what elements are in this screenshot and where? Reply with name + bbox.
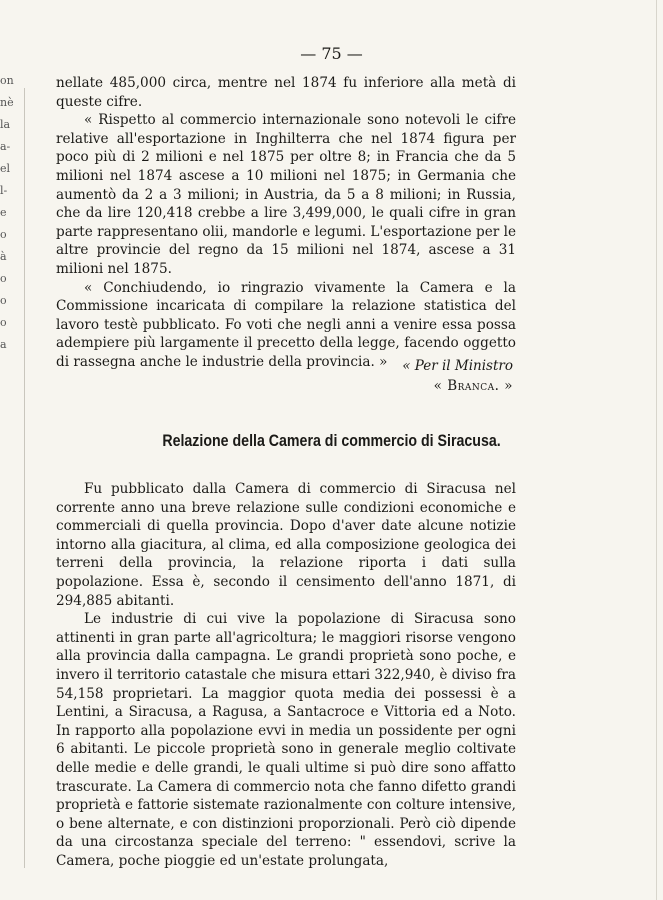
signature-line-2: « Branca. » (433, 378, 513, 394)
paragraph: Fu pubblicato dalla Camera di commercio di Siracusa nel corrente anno una breve relazione sulle condizioni economiche e commerciali di quella provincia. Dopo d'aver date alcune notizie intorno alla giacitura, al clima, ed alla composizione geologica dei terreni della provincia, la relazione riporta i dati sulla popolazione. Essa è, secondo il censimento dell'anno 1871, di 294,885 abitanti. (56, 481, 516, 609)
margin-bleed-fragment: o (0, 316, 7, 329)
margin-bleed-fragment: e (0, 206, 7, 219)
paragraph: nellate 485,000 circa, mentre nel 1874 fu inferiore alla metà di queste cifre. (56, 75, 516, 110)
margin-bleed-fragment: a (0, 338, 7, 351)
margin-bleed-fragment: la (0, 118, 11, 131)
text-block-bottom (56, 480, 516, 870)
section-title: Relazione della Camera di commercio di Siracusa. (162, 432, 501, 450)
paragraph: Le industrie di cui vive la popolazione di Siracusa sono attinenti in gran parte all'agricoltura; le maggiori risorse vengono alla provincia dalla campagna. Le grandi proprietà sono poche, e invero il territorio catastale che misura ettari 322,940, è diviso fra 54,158 proprietari. La maggior quota media dei possessi è a Lentini, a Siracusa, a Ragusa, a Santacroce e Vittoria ed a Noto. In rapporto alla popolazione evvi in media un possidente per ogni 6 abitanti. Le piccole proprietà sono in generale meglio coltivate delle medie e delle grandi, le quali ultime si può dire sono affatto trascurate. La Camera di commercio nota che fanno difetto grandi proprietà e fattorie sistemate razionalmente con colture intensive, o bene alternate, e con distinzioni proporzionali. Però ciò dipende da una circostanza speciale del terreno: " essendovi, scrive la Camera, poche pioggie ed un'estate prolungata, (56, 611, 516, 869)
paragraph: « Conchiudendo, io ringrazio vivamente la Camera e la Commissione incaricata di compilare la relazione statistica del lavoro testè pubblicato. Fo voti che negli anni a venire essa possa adempiere più largamente il precetto della legge, facendo oggetto di rassegna anche le industrie della provincia. » (56, 279, 516, 370)
page-number: — 75 — (300, 44, 363, 63)
margin-bleed-fragment: o (0, 294, 7, 307)
paragraph: « Rispetto al commercio internazionale sono notevoli le cifre relative all'esportazione in Inghilterra che nel 1874 figura per poco più di 2 milioni e nel 1875 per oltre 8; in Francia che da 5 milioni nel 1874 ascese a 10 milioni nel 1875; in Germania che aumentò da 2 a 3 milioni; in Austria, da 5 a 8 milioni; in Russia, che da lire 120,418 crebbe a lire 3,499,000, le quali cifre in gran parte rappresentano olii, mandorle e legumi. L'esportazione per le altre provincie del regno da 15 milioni nel 1874, ascese a 31 milioni nel 1875. (56, 112, 516, 277)
signature-line-1: « Per il Ministro (402, 358, 513, 374)
margin-bleed-fragment: l- (0, 184, 8, 197)
margin-bleed-fragment: el (0, 162, 11, 175)
text-block-top (56, 74, 516, 372)
margin-bleed-fragment: on (0, 74, 14, 87)
margin-bleed-fragment: nè (0, 96, 14, 109)
margin-bleed-fragment: à (0, 250, 7, 263)
page-edge-line (656, 0, 657, 900)
margin-bleed-fragment: o (0, 228, 7, 241)
margin-bleed-fragment: a- (0, 140, 11, 153)
binding-edge-line (24, 88, 25, 868)
margin-bleed-fragment: o (0, 272, 7, 285)
margin-bleed (0, 70, 22, 356)
